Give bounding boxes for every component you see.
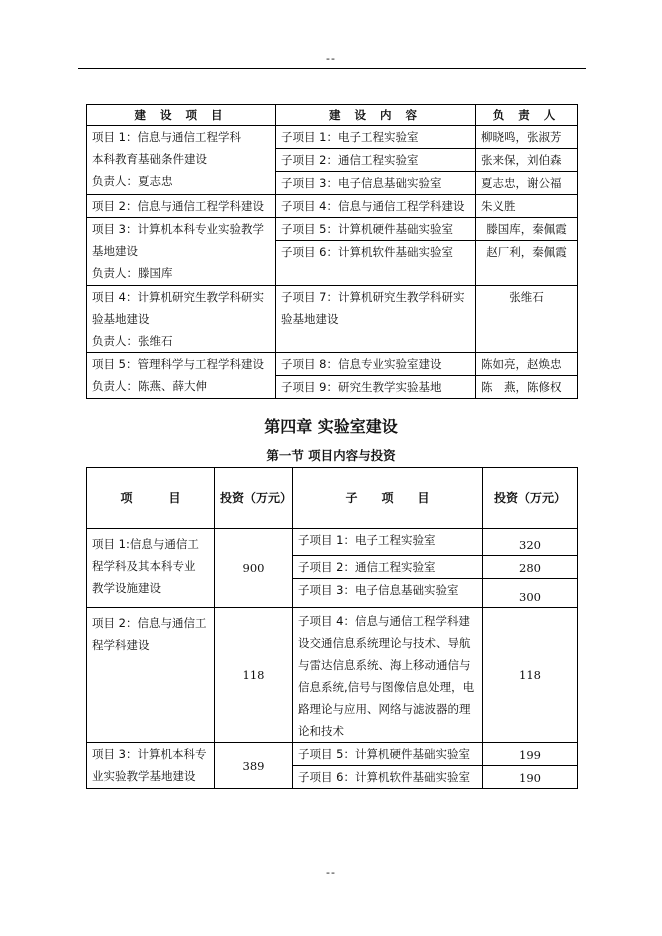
investment-cell: 320 [483, 529, 578, 556]
table-row [87, 218, 578, 241]
table-row [87, 743, 578, 766]
person-cell: 柳晓鸣，张淑芳 [476, 126, 578, 149]
project-cell [87, 126, 276, 195]
investment-table [86, 467, 578, 789]
page-header-mark: -- [326, 52, 336, 65]
project-line: 项目 1：信息与通信工程学科 [92, 130, 241, 144]
subproject-cell: 子项目 6：计算机软件基础实验室 [293, 766, 483, 789]
subproject-cell: 子项目 8：信息专业实验室建设 [276, 353, 476, 376]
project-cell: 项目 2：信息与通信工程学科建设 [87, 195, 276, 218]
subproject-cell: 子项目 9：研究生教学实验基地 [276, 376, 476, 399]
investment-cell: 190 [483, 766, 578, 789]
investment-cell: 118 [215, 608, 293, 743]
subproject-cell [276, 286, 476, 353]
subproject-cell: 子项目 5：计算机硬件基础实验室 [276, 218, 476, 241]
investment-cell: 199 [483, 743, 578, 766]
person-cell: 张维石 [476, 286, 578, 353]
project-line: 教学设施建设 [92, 581, 161, 595]
investment-cell: 900 [215, 529, 293, 608]
col-header-project: 项 目 [87, 468, 215, 529]
project-line: 项目 4：计算机研究生教学科研实 [92, 290, 264, 304]
table-header-row [87, 468, 578, 529]
subproject-line: 信息系统,信号与图像信息处理，电 [298, 680, 475, 694]
col-header-content: 建 设 内 容 [276, 105, 476, 126]
project-line: 负责人：夏志忠 [92, 174, 173, 188]
person-cell: 陈如亮，赵焕忠 [476, 353, 578, 376]
section-title: 第一节 项目内容与投资 [266, 448, 396, 463]
col-header-sub-investment: 投资（万元） [483, 468, 578, 529]
person-cell: 朱义胜 [476, 195, 578, 218]
project-line: 程学科及其本科专业 [92, 559, 196, 573]
table-row [87, 126, 578, 149]
table-row [87, 195, 578, 218]
person-cell: 陈 燕，陈修权 [476, 376, 578, 399]
project-cell [87, 608, 215, 743]
person-cell: 滕国库，秦佩霞 [476, 218, 578, 241]
subproject-cell: 子项目 5：计算机硬件基础实验室 [293, 743, 483, 766]
subproject-cell: 子项目 1：电子工程实验室 [276, 126, 476, 149]
subproject-line: 与雷达信息系统、海上移动通信与 [298, 658, 471, 672]
subproject-cell [293, 608, 483, 743]
table-row [87, 529, 578, 556]
investment-cell: 389 [215, 743, 293, 789]
project-line: 项目 1:信息与通信工 [92, 537, 199, 551]
subproject-line: 子项目 7：计算机研究生教学科研实 [281, 290, 465, 304]
project-line: 验基地建设 [92, 312, 150, 326]
subproject-line: 验基地建设 [281, 312, 339, 326]
table-row [87, 608, 578, 743]
subproject-cell: 子项目 6：计算机软件基础实验室 [276, 241, 476, 286]
subproject-line: 设交通信息系统理论与技术、导航 [298, 636, 471, 650]
col-header-project: 建 设 项 目 [87, 105, 276, 126]
person-cell: 夏志忠，谢公福 [476, 172, 578, 195]
subproject-cell: 子项目 1：电子工程实验室 [293, 529, 483, 556]
page-footer-mark: -- [326, 866, 336, 879]
subproject-line: 子项目 4：信息与通信工程学科建 [298, 614, 470, 628]
subproject-line: 论和技术 [298, 724, 344, 738]
project-responsibility-table [86, 104, 578, 399]
col-header-subproject: 子 项 目 [293, 468, 483, 529]
person-cell: 赵厂利，秦佩霞 [476, 241, 578, 286]
project-cell [87, 286, 276, 353]
project-line: 负责人：滕国库 [92, 266, 173, 280]
subproject-cell: 子项目 3：电子信息基础实验室 [293, 579, 483, 608]
project-cell [87, 218, 276, 286]
project-line: 负责人：陈燕、薛大伸 [92, 379, 207, 393]
subproject-cell: 子项目 2：通信工程实验室 [276, 149, 476, 172]
col-header-investment: 投资（万元） [215, 468, 293, 529]
chapter-title: 第四章 实验室建设 [264, 417, 398, 436]
project-line: 项目 5：管理科学与工程学科建设 [92, 357, 264, 371]
project-line: 项目 3：计算机本科专业实验教学 [92, 222, 264, 236]
project-line: 基地建设 [92, 244, 138, 258]
project-cell [87, 529, 215, 608]
table-row [87, 286, 578, 353]
project-line: 项目 2：信息与通信工 [92, 616, 207, 630]
subproject-cell: 子项目 2：通信工程实验室 [293, 556, 483, 579]
project-cell [87, 743, 215, 789]
header-rule [78, 68, 586, 69]
project-line: 本科教育基础条件建设 [92, 152, 207, 166]
project-line: 业实验教学基地建设 [92, 769, 196, 783]
project-line: 程学科建设 [92, 638, 150, 652]
col-header-person: 负 责 人 [476, 105, 578, 126]
subproject-line: 路理论与应用、网络与滤波器的理 [298, 702, 471, 716]
project-cell [87, 353, 276, 399]
person-cell: 张来保，刘伯森 [476, 149, 578, 172]
project-line: 项目 3：计算机本科专 [92, 747, 207, 761]
investment-cell: 300 [483, 579, 578, 608]
project-line: 负责人：张维石 [92, 334, 173, 348]
investment-cell: 118 [483, 608, 578, 743]
subproject-cell: 子项目 3：电子信息基础实验室 [276, 172, 476, 195]
investment-cell: 280 [483, 556, 578, 579]
table-row [87, 353, 578, 376]
table-header-row [87, 105, 578, 126]
subproject-cell: 子项目 4：信息与通信工程学科建设 [276, 195, 476, 218]
